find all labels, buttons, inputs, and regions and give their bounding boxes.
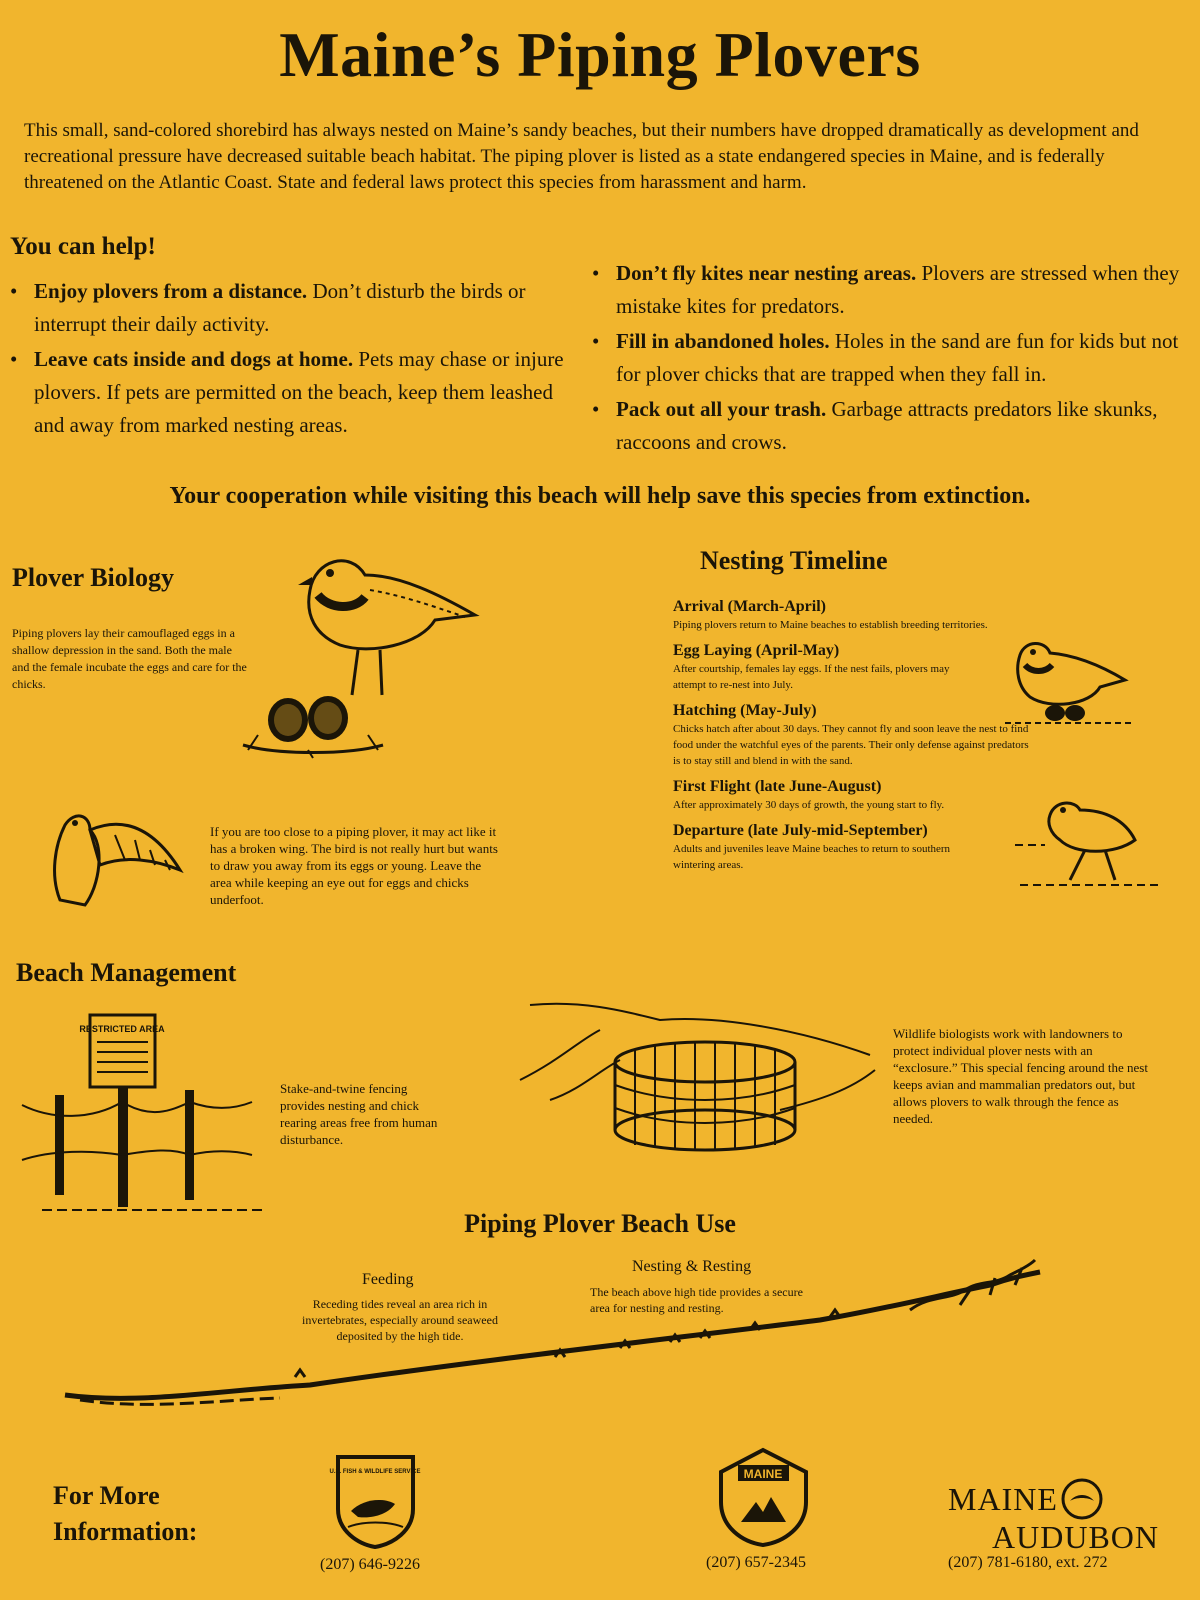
usfws-label: U.S. FISH & WILDLIFE SERVICE bbox=[329, 1469, 421, 1475]
beach-use-heading: Piping Plover Beach Use bbox=[464, 1209, 736, 1238]
phone-audubon[interactable]: (207) 781-6180, ext. 272 bbox=[948, 1554, 1108, 1571]
cooperation-banner: Your cooperation while visiting this beach will help save this species from extinction. bbox=[169, 483, 1031, 509]
audubon-line2 bbox=[948, 1518, 1159, 1556]
timeline-item bbox=[673, 641, 963, 693]
phone-usfws[interactable]: (207) 646-9226 bbox=[320, 1556, 420, 1573]
timeline-item bbox=[673, 777, 1073, 813]
page-title: Maine’s Piping Plovers bbox=[279, 19, 921, 90]
broken-wing-plover-icon bbox=[45, 805, 185, 915]
tip-item bbox=[590, 393, 1190, 459]
sign-text: RESTRICTED AREA bbox=[79, 1024, 165, 1034]
help-list-left bbox=[8, 275, 568, 444]
tip-bold: Fill in abandoned holes. bbox=[616, 329, 830, 353]
tip-text: Holes in the sand are fun for kids but not for plover chicks that are trapped when they fall in. bbox=[616, 329, 1179, 386]
tip-item bbox=[8, 343, 568, 442]
tip-bold: Enjoy plovers from a distance. bbox=[34, 279, 308, 303]
tip-text: Pets may chase or injure plovers. If pets are permitted on the beach, keep them leashed and away from marked nesting areas. bbox=[34, 347, 564, 437]
maine-label: MAINE bbox=[743, 1467, 783, 1481]
timeline-item-title: Arrival (March-April) bbox=[673, 598, 826, 615]
timeline-item-title: Departure (late July-mid-September) bbox=[673, 822, 928, 839]
tip-bold: Pack out all your trash. bbox=[616, 397, 827, 421]
help-list-right bbox=[590, 257, 1190, 461]
timeline-item bbox=[673, 821, 973, 873]
exclosure-text: Wildlife biologists work with landowners to protect individual plover nests with an “exclosure.” This special fencing around the nest keeps avian and mammalian predators out, but allows plovers to walk through the fence as needed. bbox=[893, 1026, 1148, 1126]
intro-paragraph: This small, sand-colored shorebird has always nested on Maine’s sandy beaches, but their numbers have dropped dramatically as development and recreational pressure have decreased suitable beach habitat. The piping plover is listed as a state endangered species in Maine, and is federally threatened on the Atlantic Coast. State and federal laws protect this species from harassment and harm. bbox=[24, 120, 1139, 193]
tip-item bbox=[590, 257, 1190, 323]
audubon-word2: AUDUBON bbox=[992, 1519, 1159, 1555]
tip-bold: Don’t fly kites near nesting areas. bbox=[616, 261, 917, 285]
audubon-circle-icon bbox=[1060, 1477, 1104, 1521]
more-info-line1: For More bbox=[53, 1481, 160, 1510]
timeline-item-text: After approximately 30 days of growth, the young start to fly. bbox=[673, 799, 945, 811]
timeline-item-text: Chicks hatch after about 30 days. They cannot fly and soon leave the nest to find food under the watchful eyes of the parents. Their only defense against predators is to stay still and blend in with the sand. bbox=[673, 723, 1029, 767]
exclosure-icon bbox=[520, 1000, 880, 1165]
help-heading: You can help! bbox=[10, 233, 156, 260]
timeline-item bbox=[673, 701, 1033, 769]
tip-text: Don’t disturb the birds or interrupt their daily activity. bbox=[34, 279, 526, 336]
tip-item bbox=[590, 325, 1190, 391]
more-info-label bbox=[53, 1478, 197, 1550]
audubon-logo-icon bbox=[948, 1480, 1159, 1556]
feeding-label: Feeding bbox=[362, 1271, 414, 1288]
audubon-line1 bbox=[948, 1480, 1159, 1518]
incubating-plover-icon bbox=[1000, 635, 1140, 730]
management-heading: Beach Management bbox=[16, 958, 237, 987]
timeline-item-title: Hatching (May-July) bbox=[673, 702, 817, 719]
nesting-label: Nesting & Resting bbox=[632, 1258, 752, 1275]
beach-profile-icon bbox=[60, 1270, 1050, 1420]
nesting-text: The beach above high tide provides a secure area for nesting and resting. bbox=[590, 1285, 803, 1315]
usfws-shield-icon bbox=[329, 1449, 421, 1549]
timeline-item-text: Piping plovers return to Maine beaches to establish breeding territories. bbox=[673, 619, 988, 631]
fence-icon bbox=[22, 1010, 282, 1220]
timeline-item-title: Egg Laying (April-May) bbox=[673, 642, 840, 659]
more-info-line2: Information: bbox=[53, 1517, 198, 1546]
broken-wing-text: If you are too close to a piping plover, it may act like it has a broken wing. The bird is not really hurt but wants to draw you away from its eggs or young. Leave the area while keeping an eye out for eggs and chicks underfoot. bbox=[210, 824, 498, 907]
timeline-item-text: Adults and juveniles leave Maine beaches to return to southern wintering areas. bbox=[673, 843, 951, 871]
timeline-item-text: After courtship, females lay eggs. If the nest fails, plovers may attempt to re-nest into July. bbox=[673, 663, 950, 691]
tip-item bbox=[8, 275, 568, 341]
biology-heading: Plover Biology bbox=[12, 563, 175, 592]
audubon-word1: MAINE bbox=[948, 1481, 1058, 1517]
stake-fence-text: Stake-and-twine fencing provides nesting and chick rearing areas free from human disturbance. bbox=[280, 1081, 438, 1147]
eggs-icon bbox=[238, 690, 388, 760]
timeline-heading: Nesting Timeline bbox=[700, 546, 888, 575]
maine-shield-icon bbox=[716, 1447, 811, 1547]
tip-bold: Leave cats inside and dogs at home. bbox=[34, 347, 354, 371]
timeline-item-title: First Flight (late June-August) bbox=[673, 778, 882, 795]
chick-icon bbox=[1015, 795, 1165, 895]
tip-text: Garbage attracts predators like skunks, raccoons and crows. bbox=[616, 397, 1158, 454]
biology-text: Piping plovers lay their camouflaged eggs in a shallow depression in the sand. Both the male and the female incubate the eggs and care for the chicks. bbox=[12, 626, 247, 691]
timeline-item bbox=[673, 597, 1073, 633]
plover-adult-icon bbox=[270, 545, 485, 695]
tip-text: Plovers are stressed when they mistake kites for predators. bbox=[616, 261, 1180, 318]
feeding-text: Receding tides reveal an area rich in invertebrates, especially around seaweed deposited by the high tide. bbox=[302, 1297, 498, 1343]
phone-maine-ifw[interactable]: (207) 657-2345 bbox=[706, 1554, 806, 1571]
